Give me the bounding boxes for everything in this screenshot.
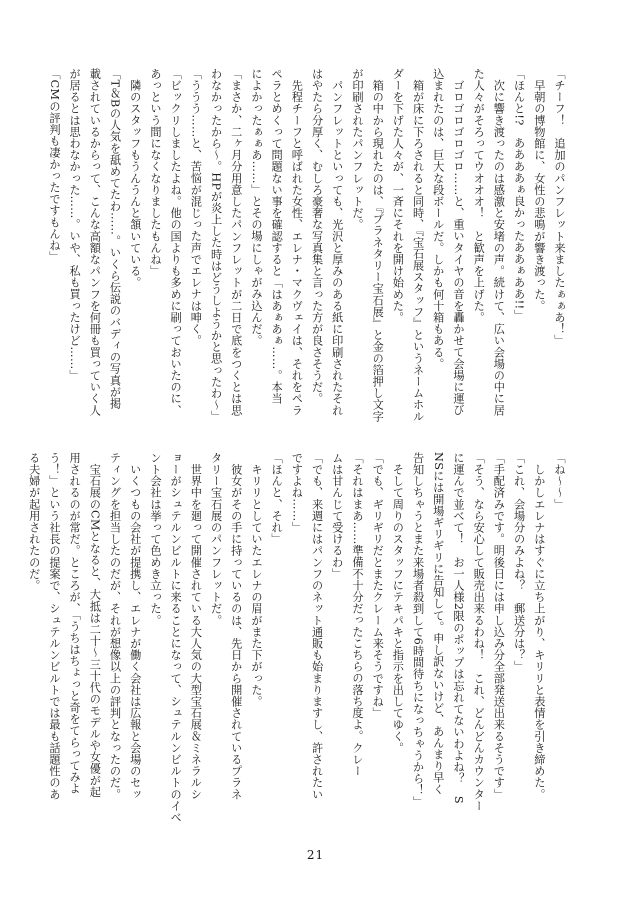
bottom-text-line: 「ね〜〜」 (553, 452, 566, 510)
top-text-line: 隣のスタッフもうんうんと頷いている。 (128, 68, 142, 289)
page-number: 21 (306, 848, 325, 862)
bottom-text-line: キリリとしていたエレナの眉がまた下がった。 (249, 452, 263, 708)
top-text-line: 「ううう……と、苦悩が混じった声でエレナは呻く。 (189, 68, 203, 347)
top-text-line: 先程チーフと呼ばれた女性、エレナ・マクヴェイは、それをペラ (290, 68, 304, 416)
top-text-line: 「CMの評判も凄かったですもんね」 (47, 68, 61, 263)
top-text-line: 箱が床に下ろされると同時、『宝石展スタッフ』というネームホル (411, 68, 425, 422)
bottom-text-line: ですよね……」 (290, 452, 304, 534)
bottom-text-line: 彼女がその手に持っているのは、先日から開催されているプラネ (229, 452, 243, 800)
top-text-line: が印刷されたパンフレットだ。 (350, 68, 364, 231)
bottom-text-line: 「手配済みです。明後日には申し込み分全部発送出来るそうです」 (492, 452, 506, 800)
top-text-line: た人々がそろってウオオオ！ と歓声を上げた。 (472, 68, 486, 324)
bottom-text-line: そして周りのスタッフにテキパキと指示を出してゆく。 (391, 452, 405, 754)
bottom-text-line: 告知しちゃうとまた来場者殺到して6時間待ちになっちゃうから！」 (411, 452, 425, 808)
bottom-text-line: 「それはまあ……準備不十分だったこちらの落ち度よ。クレー (350, 452, 364, 777)
bottom-text-line: ムは甘んじて受けるわ」 (330, 452, 344, 580)
bottom-text-line: しかしエレナはすぐに立ち上がり、キリリと表情を引き締めた。 (532, 452, 546, 800)
top-text-line: 次に響き渡ったのは感激と安堵の声。続けて、広い会場の中に居 (492, 68, 506, 416)
bottom-text-line: タリー宝石展のパンフレットだ。 (209, 452, 223, 626)
top-text-line: はやたら分厚く、むしろ豪奢な写真集と言った方が良さそうだ。 (310, 68, 324, 405)
top-text-line: によかったぁぁあ……」とその場にしゃがみ込んだ。 (249, 68, 263, 347)
top-text-line: 「チーフ！ 追加のパンフレット来ましたぁぁあ！」 (553, 68, 566, 347)
bottom-text-line: に運んで並べて！ お一人様2限のポップは忘れてないわよね？ S (451, 452, 465, 804)
bottom-text-line: る夫婦が起用されたのだ。 (27, 452, 41, 592)
top-text-block (47, 68, 569, 423)
bottom-text-line: NSには開場ギリギリに告知して。申し訳ないけど、あんまり早く (431, 452, 445, 796)
top-text-line: ペラとめくって問題ない事を確認すると「はあぁあぁ……。本当 (270, 68, 284, 405)
top-text-line: 「T＆Bの人気を舐めてたわ……。いくら伝説のバディの写真が掲 (108, 68, 122, 410)
bottom-text-line: ョーがシュテルンビルトに来ることになって、シュテルンビルトのイベ (169, 452, 183, 824)
bottom-text-line: 「これ、会場分のみよね？ 郵送分は？」 (512, 452, 526, 673)
bottom-text-line: ティングを担当したのだが、それが想像以上の評判となったのだ。 (108, 452, 122, 800)
top-text-line: 「ほんと!? ああああぁ良かったああぁああ!!」 (512, 68, 526, 322)
bottom-text-line: 「でも、ギリギリだとまたクレーム来そうですね」 (371, 452, 385, 719)
top-text-line: わなかったから〜。HPが炎上した時はどうしようかと思ったわ〜」 (209, 68, 223, 423)
bottom-text-line: 「でも、来週にはパンフのネット通販も始まりますし、許されたい (310, 452, 324, 800)
top-text-line: 早朝の博物館に、女性の悲鳴が響き渡った。 (532, 68, 546, 312)
bottom-text-line: いくつもの会社が提携し、エレナが働く会社は広報と会場のセッ (128, 452, 142, 800)
top-text-line: 「ビックリしましたよね。他の国よりも多めに刷っておいたのに、 (169, 68, 183, 416)
bottom-text-line: ント会社は挙って色めき立った。 (148, 452, 162, 626)
bottom-text-line: 「ほんと、それ」 (270, 452, 284, 545)
bottom-text-line: 「そう、なら安心して販売出来るわね！ これ、どんどんカウンター (472, 452, 486, 812)
top-text-line: ゴロゴロゴロゴロ……と、重いタイヤの音を轟かせて会場に運び (451, 68, 465, 416)
bottom-text-line: 世界中を廻って開催されている大人気の大型宝石展＆ミネラルシ (189, 452, 203, 800)
top-text-line: が居るとは思わなかった……。いや、私も買ったけど……」 (68, 68, 82, 382)
bottom-text-block (27, 452, 569, 824)
top-text-line: あっという間になくなりましたもんね」 (148, 68, 162, 277)
top-text-line: 込まれたのは、巨大な段ボールだ。しかも何十箱もある。 (431, 68, 445, 370)
top-text-line: 「まさか、二ヶ月分用意したパンフレットが二日で底をつくとは思 (229, 68, 243, 416)
bottom-text-line: う！」という社長の提案で、シュテルンビルトでは最も話題性のあ (47, 452, 61, 800)
top-text-line: 箱の中から現れたのは、『プラネタリー宝石展』と金の箔押し文字 (371, 68, 385, 422)
bottom-text-line: 宝石展のCMとなると、大抵は二十〜三十代のモデルや女優が起 (88, 452, 102, 798)
top-text-line: パンフレットといっても、光沢と厚みのある紙に印刷されたそれ (330, 68, 344, 416)
top-text-line: 載されているからって、こんな高額なパンフを何冊も買っていく人 (88, 68, 102, 416)
bottom-text-line: 用されるのが常だ。ところが、「うちはちょっと奇をてらってみよ (68, 452, 82, 795)
top-text-line: ダーを下げた人々が、一斉にそれを開け始めた。 (391, 68, 405, 324)
